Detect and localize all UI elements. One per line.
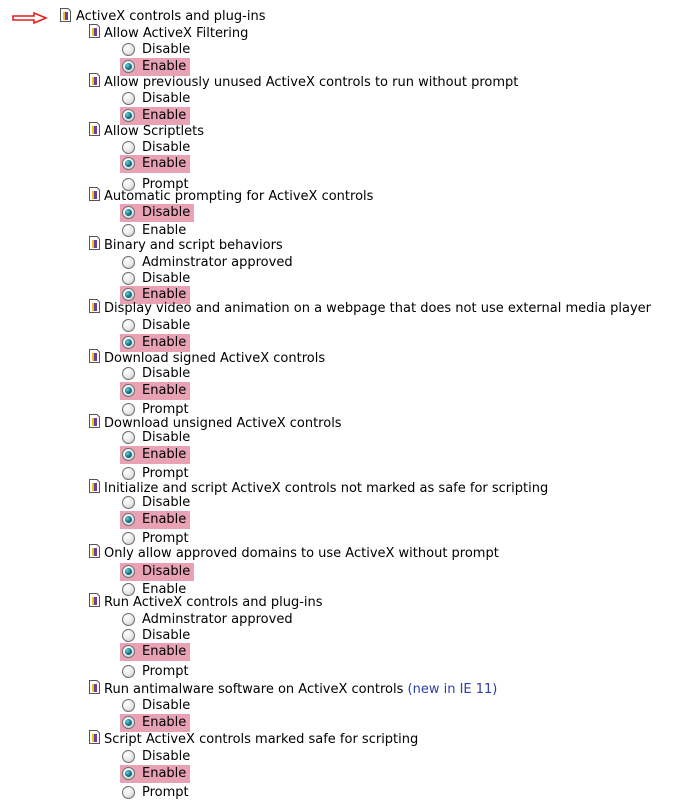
policy-setting-title-text: Automatic prompting for ActiveX controls xyxy=(104,189,374,204)
radio-option-label: Enable xyxy=(142,512,187,527)
policy-setting-title[interactable] xyxy=(104,301,651,316)
radio-button[interactable] xyxy=(122,750,135,763)
policy-setting-icon xyxy=(89,73,100,87)
radio-option[interactable] xyxy=(120,563,194,581)
radio-button-selected[interactable] xyxy=(122,767,135,780)
radio-option[interactable] xyxy=(120,204,194,222)
policy-setting-title[interactable] xyxy=(104,682,497,697)
radio-option-label: Enable xyxy=(142,582,187,597)
radio-button-selected[interactable] xyxy=(122,565,135,578)
policy-setting-title-text: Download signed ActiveX controls xyxy=(104,351,326,366)
radio-option-label: Disable xyxy=(142,564,191,579)
radio-option-label: Disable xyxy=(142,628,191,643)
radio-option-label: Prompt xyxy=(142,466,189,481)
radio-button[interactable] xyxy=(122,92,135,105)
radio-button-selected[interactable] xyxy=(122,336,135,349)
policy-setting-title-text: Binary and script behaviors xyxy=(104,238,283,253)
radio-option-label: Enable xyxy=(142,156,187,171)
radio-option[interactable] xyxy=(120,494,194,512)
radio-button[interactable] xyxy=(122,629,135,642)
arrow-right-icon xyxy=(12,12,48,24)
radio-option-label: Enable xyxy=(142,108,187,123)
radio-option[interactable] xyxy=(120,765,190,783)
radio-option-label: Disable xyxy=(142,749,191,764)
policy-setting-title-text: Display video and animation on a webpage that does not use external media player xyxy=(104,301,651,316)
radio-option[interactable] xyxy=(120,446,190,464)
radio-button[interactable] xyxy=(122,699,135,712)
radio-button[interactable] xyxy=(122,256,135,269)
radio-button[interactable] xyxy=(122,43,135,56)
policy-setting-title-text: Only allow approved domains to use ActiveX without prompt xyxy=(104,546,499,561)
radio-button-selected[interactable] xyxy=(122,60,135,73)
radio-option-label: Disable xyxy=(142,91,191,106)
radio-option-label: Disable xyxy=(142,140,191,155)
radio-option-label: Enable xyxy=(142,644,187,659)
policy-setting-title[interactable] xyxy=(104,238,283,253)
radio-option-label: Enable xyxy=(142,766,187,781)
radio-option[interactable] xyxy=(120,90,194,108)
radio-button[interactable] xyxy=(122,665,135,678)
radio-option[interactable] xyxy=(120,334,190,352)
radio-option[interactable] xyxy=(120,365,194,383)
policy-setting-title[interactable] xyxy=(104,189,373,204)
radio-button-selected[interactable] xyxy=(122,513,135,526)
radio-button[interactable] xyxy=(122,141,135,154)
radio-option[interactable] xyxy=(120,714,190,732)
policy-setting-icon xyxy=(89,544,100,558)
radio-button[interactable] xyxy=(122,613,135,626)
radio-option-label: Disable xyxy=(142,205,191,220)
policy-setting-title[interactable] xyxy=(104,595,323,610)
radio-option[interactable] xyxy=(120,107,190,125)
policy-setting-icon xyxy=(89,414,100,428)
policy-setting-icon xyxy=(89,122,100,136)
radio-option-label: Disable xyxy=(142,495,191,510)
radio-button-selected[interactable] xyxy=(122,288,135,301)
radio-button-selected[interactable] xyxy=(122,109,135,122)
radio-option-label: Enable xyxy=(142,383,187,398)
radio-option-label: Enable xyxy=(142,59,187,74)
radio-button[interactable] xyxy=(122,431,135,444)
policy-setting-title[interactable] xyxy=(104,546,499,561)
policy-setting-title-text: Initialize and script ActiveX controls not marked as safe for scripting xyxy=(104,481,549,496)
radio-option[interactable] xyxy=(120,748,194,766)
radio-option[interactable] xyxy=(120,317,194,335)
radio-option-label: Enable xyxy=(142,287,187,302)
radio-option-label: Prompt xyxy=(142,402,189,417)
policy-setting-title[interactable] xyxy=(104,124,204,139)
radio-button[interactable] xyxy=(122,319,135,332)
radio-button[interactable] xyxy=(122,403,135,416)
radio-option[interactable] xyxy=(120,429,194,447)
radio-button-selected[interactable] xyxy=(122,716,135,729)
radio-option[interactable] xyxy=(120,155,190,173)
radio-button[interactable] xyxy=(122,496,135,509)
radio-option-label: Prompt xyxy=(142,664,189,679)
policy-setting-title-text: Run ActiveX controls and plug-ins xyxy=(104,595,323,610)
radio-option[interactable] xyxy=(120,511,190,529)
radio-option-label: Enable xyxy=(142,223,187,238)
radio-button-selected[interactable] xyxy=(122,384,135,397)
policy-setting-icon xyxy=(89,593,100,607)
policy-setting-icon xyxy=(89,24,100,38)
radio-option-label: Disable xyxy=(142,42,191,57)
radio-option-label: Enable xyxy=(142,335,187,350)
policy-setting-title-text: Allow Scriptlets xyxy=(104,124,205,139)
radio-option[interactable] xyxy=(120,663,193,681)
policy-setting-title[interactable] xyxy=(104,75,518,90)
policy-setting-title[interactable] xyxy=(104,26,248,41)
radio-button[interactable] xyxy=(122,467,135,480)
radio-option-label: Disable xyxy=(142,430,191,445)
radio-button[interactable] xyxy=(122,367,135,380)
policy-setting-title-text: Download unsigned ActiveX controls xyxy=(104,416,342,431)
radio-button[interactable] xyxy=(122,272,135,285)
policy-setting-title[interactable] xyxy=(104,351,325,366)
root-node-label[interactable]: ActiveX controls and plug-ins xyxy=(76,9,266,24)
radio-option-label: Prompt xyxy=(142,531,189,546)
version-note: (new in IE 11) xyxy=(407,682,498,697)
policy-setting-title-text: Allow ActiveX Filtering xyxy=(104,26,249,41)
radio-option-label: Disable xyxy=(142,318,191,333)
radio-button[interactable] xyxy=(122,786,135,799)
radio-option[interactable] xyxy=(120,697,194,715)
radio-option-label: Prompt xyxy=(142,177,189,192)
policy-setting-title-text: Allow previously unused ActiveX controls to run without prompt xyxy=(104,75,519,90)
radio-option[interactable] xyxy=(120,58,190,76)
policy-setting-icon xyxy=(89,479,100,493)
policy-setting-title-text: Run antimalware software on ActiveX controls xyxy=(104,682,404,697)
radio-option-label: Disable xyxy=(142,366,191,381)
radio-button-selected[interactable] xyxy=(122,157,135,170)
radio-option[interactable] xyxy=(120,41,194,59)
radio-option-label: Enable xyxy=(142,715,187,730)
radio-option[interactable] xyxy=(120,382,190,400)
radio-option-label: Adminstrator approved xyxy=(142,612,293,627)
policy-node-icon xyxy=(60,8,71,22)
radio-button-selected[interactable] xyxy=(122,448,135,461)
policy-setting-icon xyxy=(89,187,100,201)
radio-option[interactable] xyxy=(120,643,190,661)
radio-button-selected[interactable] xyxy=(122,645,135,658)
policy-setting-title[interactable] xyxy=(104,732,418,747)
radio-button[interactable] xyxy=(122,224,135,237)
radio-option-label: Adminstrator approved xyxy=(142,255,293,270)
radio-button[interactable] xyxy=(122,532,135,545)
radio-button-selected[interactable] xyxy=(122,206,135,219)
policy-setting-icon xyxy=(89,680,100,694)
radio-option-label: Enable xyxy=(142,447,187,462)
radio-option-label: Prompt xyxy=(142,785,189,800)
policy-setting-title-text: Script ActiveX controls marked safe for scripting xyxy=(104,732,419,747)
radio-option[interactable] xyxy=(120,784,193,802)
radio-option-label: Disable xyxy=(142,271,191,286)
policy-setting-icon xyxy=(89,349,100,363)
policy-setting-icon xyxy=(89,236,100,250)
radio-option-label: Disable xyxy=(142,698,191,713)
policy-setting-icon xyxy=(89,299,100,313)
policy-setting-icon xyxy=(89,730,100,744)
